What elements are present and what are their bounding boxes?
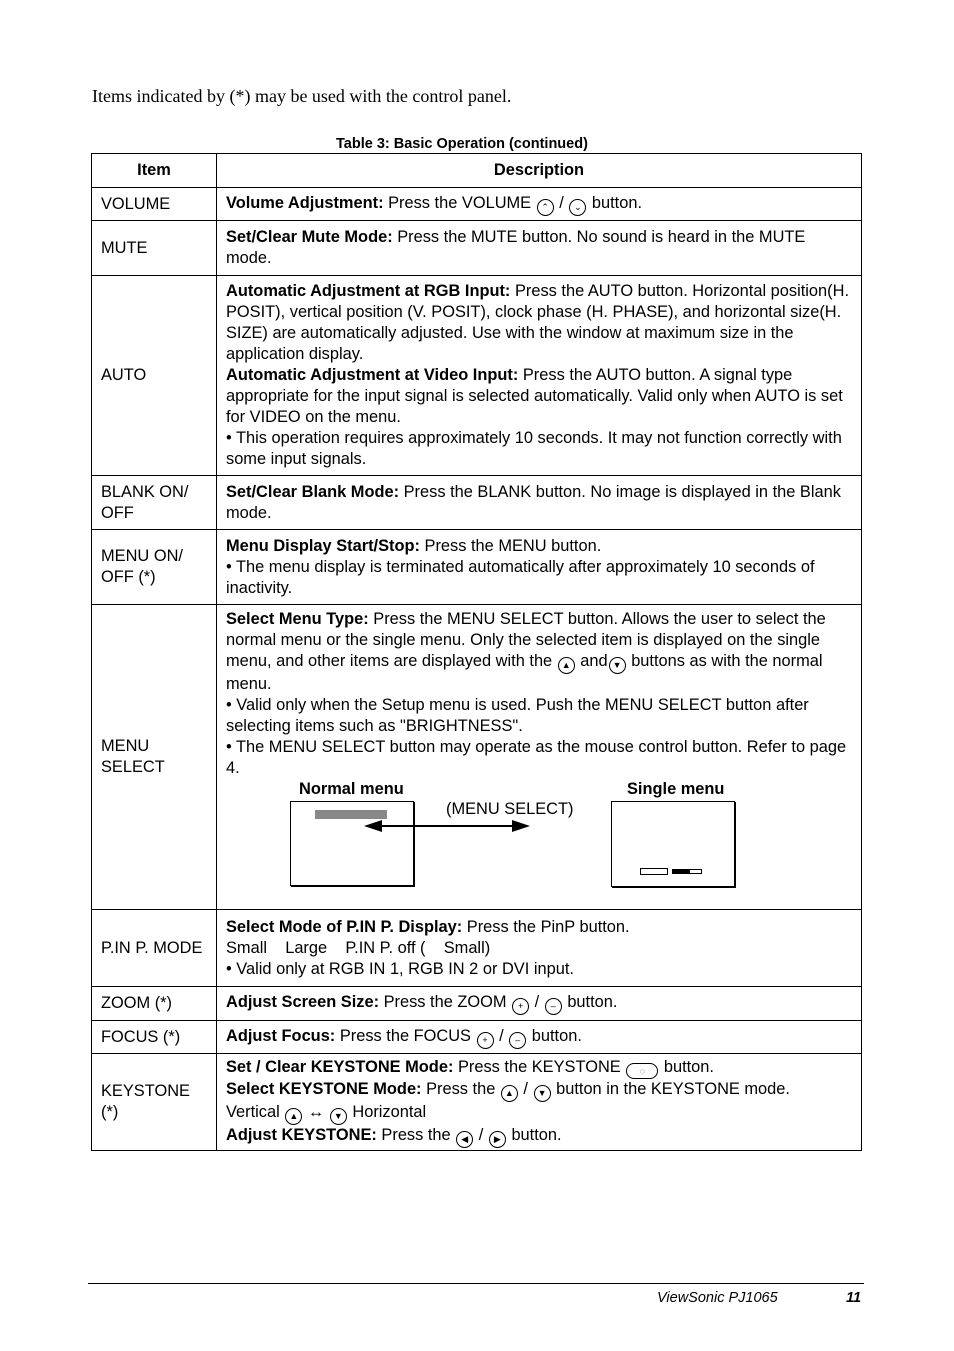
zoom-plus-icon: + <box>512 998 529 1015</box>
single-menu-screen <box>611 801 735 887</box>
item-cell: MENU SELECT <box>92 605 217 910</box>
single-menu-item <box>640 868 668 875</box>
description-cell <box>217 605 862 910</box>
row-text: Press the KEYSTONE <box>453 1057 626 1076</box>
item-cell: P.IN P. MODE <box>92 910 217 987</box>
item-cell: AUTO <box>92 276 217 476</box>
row-text: Press the <box>421 1079 500 1098</box>
description-cell <box>217 221 862 276</box>
row-title: Set / Clear KEYSTONE Mode: <box>226 1057 454 1076</box>
focus-minus-icon: – <box>509 1032 526 1049</box>
down-button-icon: ▼ <box>534 1085 551 1102</box>
description-cell: Set / Clear KEYSTONE Mode: Press the KEYSTONE ◌ button. Select KEYSTONE Mode: Press the ▲ / ▼ button in the KEYSTONE mode. Vertical ▲ ↔ ▼ Horizontal Adjust KEYSTONE: Press the ◀ / ▶ button. <box>217 1054 862 1151</box>
menu-select-arrow-label: (MENU SELECT) <box>446 800 574 818</box>
table-row <box>92 987 862 1021</box>
left-button-icon: ◀ <box>456 1131 473 1148</box>
volume-down-icon: ⌄ <box>569 199 586 216</box>
description-header: Description <box>217 154 862 188</box>
row-text-end: button. <box>506 1125 562 1144</box>
row-text: Press the AUTO button. Horizontal position(H. POSIT), vertical position (V. POSIT), clock phase (H. PHASE), and horizontal size(H. SIZE) are automatically adjusted. Use with the window at maximum size in the application display. <box>226 282 849 363</box>
single-menu-label: Single menu <box>627 780 725 798</box>
description-cell <box>217 530 862 605</box>
row-title: Menu Display Start/Stop: <box>226 536 420 555</box>
table-header-row <box>92 154 862 188</box>
single-menu-bar <box>672 869 702 874</box>
row-text: Press the MENU button. <box>419 536 602 555</box>
row-text: Small Large P.IN P. off ( Small) <box>226 938 491 957</box>
row-text: Press the <box>376 1125 456 1144</box>
row-note: • Valid only at RGB IN 1, RGB IN 2 or DVI input. <box>226 959 574 978</box>
horizontal-label: Horizontal <box>347 1102 427 1121</box>
row-note: • The menu display is terminated automatically after approximately 10 seconds of inactivity. <box>226 557 815 597</box>
footer-brand: ViewSonic PJ1065 <box>657 1290 778 1306</box>
right-button-icon: ▶ <box>489 1131 506 1148</box>
row-text-end: button. <box>527 1026 582 1045</box>
row-title: Select Menu Type: <box>226 610 369 628</box>
row-title: Adjust KEYSTONE: <box>226 1125 377 1144</box>
row-text: buttons as with the normal menu. <box>226 652 823 693</box>
row-title: Set/Clear Blank Mode: <box>226 482 400 501</box>
row-note: • Valid only when the Setup menu is used. Push the MENU SELECT button after selecting items such as "BRIGHTNESS". <box>226 696 809 735</box>
keystone-icon: ◌ <box>626 1063 658 1079</box>
item-cell: FOCUS (*) <box>92 1021 217 1054</box>
table-row <box>92 221 862 276</box>
table-row <box>92 1054 862 1151</box>
row-text-end: button. <box>562 993 618 1011</box>
row-text: Press the VOLUME <box>383 193 536 212</box>
row-text-end: button in the KEYSTONE mode. <box>551 1079 790 1098</box>
row-title: Automatic Adjustment at Video Input: <box>226 366 519 384</box>
item-cell: MENU ON/ OFF (*) <box>92 530 217 605</box>
up-button-icon: ▲ <box>558 657 575 674</box>
down-button-icon: ▼ <box>330 1108 347 1125</box>
intro-text: Items indicated by (*) may be used with the control panel. <box>92 86 512 106</box>
description-cell <box>217 476 862 530</box>
item-cell: KEYSTONE (*) <box>92 1054 217 1151</box>
table-row <box>92 276 862 476</box>
row-title: Adjust Screen Size: <box>226 993 380 1011</box>
volume-up-icon: ⌃ <box>537 199 554 216</box>
normal-menu-label: Normal menu <box>299 780 404 798</box>
normal-menu-items <box>315 810 387 819</box>
description-cell <box>217 910 862 987</box>
row-text-end: button. <box>587 193 643 212</box>
item-header: Item <box>92 154 217 188</box>
row-text: Press the ZOOM <box>379 993 512 1011</box>
row-text: Press the AUTO button. A signal type appropriate for the input signal is selected automatically. Valid only when AUTO is set for VIDEO on the menu. <box>226 366 843 426</box>
item-cell: BLANK ON/ OFF <box>92 476 217 530</box>
item-cell: MUTE <box>92 221 217 276</box>
zoom-minus-icon: – <box>545 998 562 1015</box>
table-row <box>92 1021 862 1054</box>
description-cell: Adjust Screen Size: Press the ZOOM + / – button. <box>217 987 862 1021</box>
down-button-icon: ▼ <box>609 657 626 674</box>
vertical-label: Vertical <box>226 1102 285 1121</box>
normal-menu-screen <box>290 801 414 886</box>
row-title: Adjust Focus: <box>226 1026 336 1045</box>
description-cell: Volume Adjustment: Press the VOLUME ⌃ / ⌄ button. <box>217 188 862 221</box>
table-row <box>92 530 862 605</box>
row-text-end: button. <box>659 1057 714 1076</box>
row-title: Set/Clear Mute Mode: <box>226 228 393 246</box>
basic-operation-table <box>91 153 862 1151</box>
item-cell: ZOOM (*) <box>92 987 217 1021</box>
row-title: Select Mode of P.IN P. Display: <box>226 917 463 936</box>
page-number: 11 <box>846 1290 862 1306</box>
table-row <box>92 910 862 987</box>
item-cell: VOLUME <box>92 188 217 221</box>
row-text: and <box>575 652 608 670</box>
description-cell: Adjust Focus: Press the FOCUS + / – button. <box>217 1021 862 1054</box>
table-caption: Table 3: Basic Operation (continued) <box>336 136 588 152</box>
description-cell <box>217 276 862 476</box>
table-row <box>92 188 862 221</box>
row-text: Press the BLANK button. No image is displayed in the Blank mode. <box>226 482 841 522</box>
row-text: Press the MUTE button. No sound is heard in the MUTE mode. <box>226 228 806 267</box>
row-text: Press the PinP button. <box>462 917 630 936</box>
double-arrow-icon <box>364 819 530 833</box>
table-row <box>92 476 862 530</box>
row-text: Press the FOCUS <box>335 1026 476 1045</box>
row-title: Select KEYSTONE Mode: <box>226 1079 422 1098</box>
up-button-icon: ▲ <box>285 1108 302 1125</box>
row-text: Press the MENU SELECT button. Allows the user to select the normal menu or the single menu. Only the selected item is displayed on the single menu, and other items are displayed with the <box>226 610 826 670</box>
row-note: • The MENU SELECT button may operate as the mouse control button. Refer to page 4. <box>226 738 847 777</box>
focus-plus-icon: + <box>477 1032 494 1049</box>
left-right-arrow-icon: ↔ <box>307 1102 325 1121</box>
footer-rule <box>88 1283 864 1284</box>
table-row <box>92 605 862 910</box>
row-title: Automatic Adjustment at RGB Input: <box>226 282 511 300</box>
row-title: Volume Adjustment: <box>226 193 384 212</box>
up-button-icon: ▲ <box>501 1085 518 1102</box>
row-note: • This operation requires approximately 10 seconds. It may not function correctly with some input signals. <box>226 429 842 468</box>
menu-select-diagram <box>226 779 852 901</box>
